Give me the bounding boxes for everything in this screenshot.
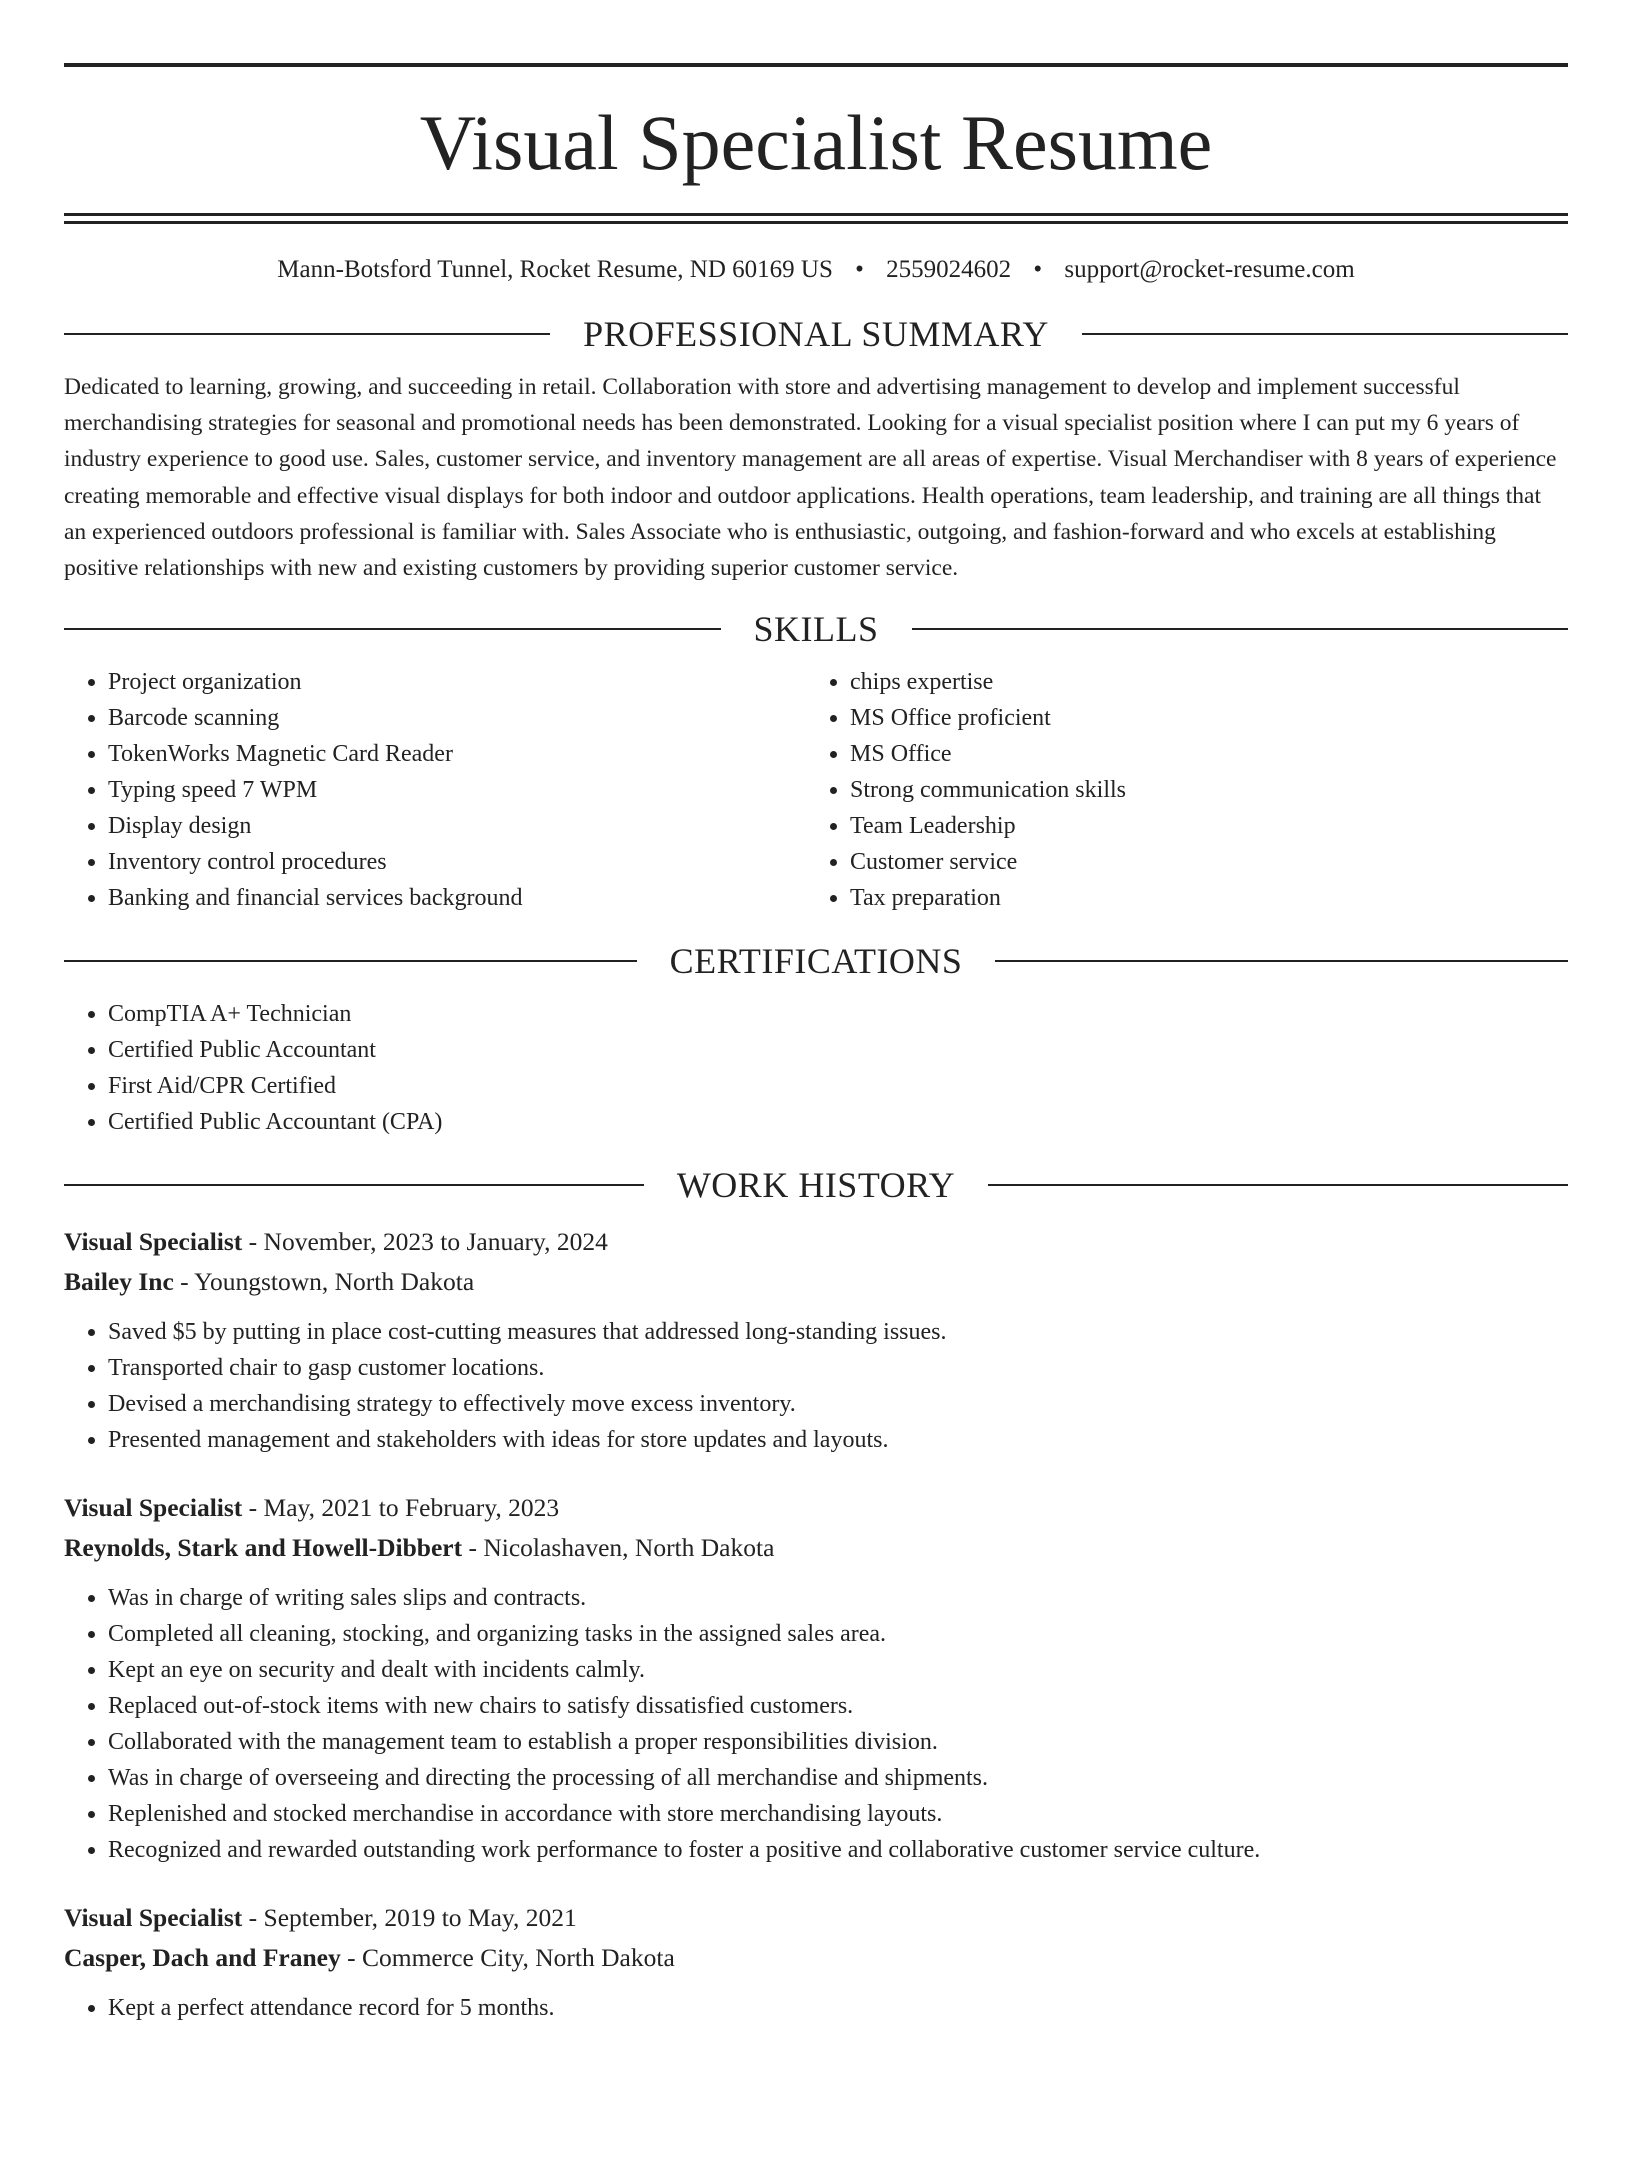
- section-rule: [988, 1184, 1568, 1186]
- list-item: • Barcode scanning: [108, 700, 806, 736]
- job-duties-list: [64, 1990, 1568, 2026]
- job-company-line: [64, 1528, 1568, 1568]
- job-duty: • Was in charge of overseeing and directing the processing of all merchandise and shipments.: [108, 1760, 1568, 1796]
- job-duty: • Completed all cleaning, stocking, and organizing tasks in the assigned sales area.: [108, 1616, 1568, 1652]
- job-company: Bailey Inc: [64, 1267, 174, 1297]
- job-duty: • Presented management and stakeholders with ideas for store updates and layouts.: [108, 1422, 1568, 1458]
- section-rule: [995, 960, 1568, 962]
- job-location: - Youngstown, North Dakota: [173, 1267, 475, 1297]
- job-duties-list: [64, 1314, 1568, 1458]
- title-double-rule: [64, 213, 1568, 224]
- job-dates: - November, 2023 to January, 2024: [242, 1227, 608, 1257]
- list-item: • TokenWorks Magnetic Card Reader: [108, 736, 806, 772]
- section-rule: [64, 333, 550, 335]
- job-location: - Nicolashaven, North Dakota: [462, 1533, 775, 1563]
- resume-page: [0, 63, 1632, 2175]
- summary-paragraph: Dedicated to learning, growing, and succeeding in retail. Collaboration with store and advertising management to develop and implement successful merchandising strategies for seasonal and promotional needs has been demonstrated. Looking for a visual specialist position where I can put my 6 years of industry experience to good use. Sales, customer service, and inventory management are all areas of expertise. Visual Merchandiser with 8 years of experience creating memorable and effective visual displays for both indoor and outdoor applications. Health operations, team leadership, and training are all things that an experienced outdoors professional is familiar with. Sales Associate who is enthusiastic, outgoing, and fashion-forward and who excels at establishing positive relationships with new and existing customers by providing superior customer service.: [64, 374, 1557, 582]
- job-duty: • Saved $5 by putting in place cost-cutting measures that addressed long-standing issues.: [108, 1314, 1568, 1350]
- job-duty: • Recognized and rewarded outstanding work performance to foster a positive and collaborative customer service culture.: [108, 1832, 1568, 1868]
- job-duty: • Was in charge of writing sales slips and contracts.: [108, 1580, 1568, 1616]
- job-duty: • Collaborated with the management team to establish a proper responsibilities division.: [108, 1724, 1568, 1760]
- section-header-skills: [64, 606, 1568, 652]
- list-item: • Certified Public Accountant (CPA): [108, 1104, 1568, 1140]
- section-rule: [64, 1184, 644, 1186]
- job-location: - Commerce City, North Dakota: [340, 1943, 675, 1973]
- job-dates: - May, 2021 to February, 2023: [242, 1493, 560, 1523]
- skills-list-left: [64, 664, 806, 916]
- job-duty: • Kept an eye on security and dealt with incidents calmly.: [108, 1652, 1568, 1688]
- section-title: CERTIFICATIONS: [669, 941, 963, 982]
- list-item: • MS Office proficient: [850, 700, 1548, 736]
- section-rule: [64, 628, 721, 630]
- list-item: • Strong communication skills: [850, 772, 1548, 808]
- section-header-work-history: [64, 1162, 1568, 1208]
- job-company-line: [64, 1938, 1568, 1978]
- job-dates: - September, 2019 to May, 2021: [242, 1903, 577, 1933]
- list-item: • Typing speed 7 WPM: [108, 772, 806, 808]
- contact-line: [64, 253, 1568, 287]
- contact-phone: 2559024602: [886, 256, 1012, 283]
- list-item: • chips expertise: [850, 664, 1548, 700]
- work-history-list: [64, 1222, 1568, 2026]
- job-entry: [64, 1222, 1568, 1458]
- section-rule: [912, 628, 1569, 630]
- section-title: PROFESSIONAL SUMMARY: [583, 314, 1049, 354]
- job-title: Visual Specialist: [64, 1493, 243, 1523]
- job-title: Visual Specialist: [64, 1227, 243, 1257]
- job-title-line: [64, 1898, 1568, 1938]
- job-duty: • Devised a merchandising strategy to effectively move excess inventory.: [108, 1386, 1568, 1422]
- skills-columns: [64, 664, 1568, 916]
- certifications-list: [64, 996, 1568, 1140]
- job-title-line: [64, 1222, 1568, 1262]
- job-duty: • Transported chair to gasp customer locations.: [108, 1350, 1568, 1386]
- list-item: • Customer service: [850, 844, 1548, 880]
- resume-title: Visual Specialist Resume: [419, 99, 1213, 186]
- job-duty: • Replenished and stocked merchandise in accordance with store merchandising layouts.: [108, 1796, 1568, 1832]
- contact-separator: •: [1033, 256, 1043, 283]
- list-item: • First Aid/CPR Certified: [108, 1068, 1568, 1104]
- list-item: • Team Leadership: [850, 808, 1548, 844]
- job-entry: [64, 1488, 1568, 1868]
- list-item: • Certified Public Accountant: [108, 1032, 1568, 1068]
- section-title: WORK HISTORY: [676, 1165, 956, 1206]
- contact-address: Mann-Botsford Tunnel, Rocket Resume, ND 60169 US: [277, 256, 833, 283]
- list-item: • CompTIA A+ Technician: [108, 996, 1568, 1032]
- job-duties-list: [64, 1580, 1568, 1868]
- list-item: • MS Office: [850, 736, 1548, 772]
- section-header-summary: [64, 311, 1568, 357]
- job-title-line: [64, 1488, 1568, 1528]
- list-item: • Project organization: [108, 664, 806, 700]
- job-company: Casper, Dach and Franey: [64, 1943, 341, 1973]
- job-duty: • Kept a perfect attendance record for 5 months.: [108, 1990, 1568, 2026]
- list-item: • Inventory control procedures: [108, 844, 806, 880]
- list-item: • Display design: [108, 808, 806, 844]
- job-duty: • Replaced out-of-stock items with new chairs to satisfy dissatisfied customers.: [108, 1688, 1568, 1724]
- section-rule: [64, 960, 637, 962]
- contact-email: support@rocket-resume.com: [1064, 256, 1355, 283]
- job-title: Visual Specialist: [64, 1903, 243, 1933]
- section-title: SKILLS: [753, 609, 879, 650]
- job-company: Reynolds, Stark and Howell-Dibbert: [64, 1533, 463, 1563]
- skills-list-right: [806, 664, 1548, 916]
- job-entry: [64, 1898, 1568, 2026]
- section-rule: [1082, 333, 1568, 335]
- list-item: • Banking and financial services background: [108, 880, 806, 916]
- contact-separator: •: [855, 256, 864, 283]
- top-rule: [64, 63, 1568, 67]
- job-company-line: [64, 1262, 1568, 1302]
- list-item: • Tax preparation: [850, 880, 1548, 916]
- section-header-certifications: [64, 938, 1568, 984]
